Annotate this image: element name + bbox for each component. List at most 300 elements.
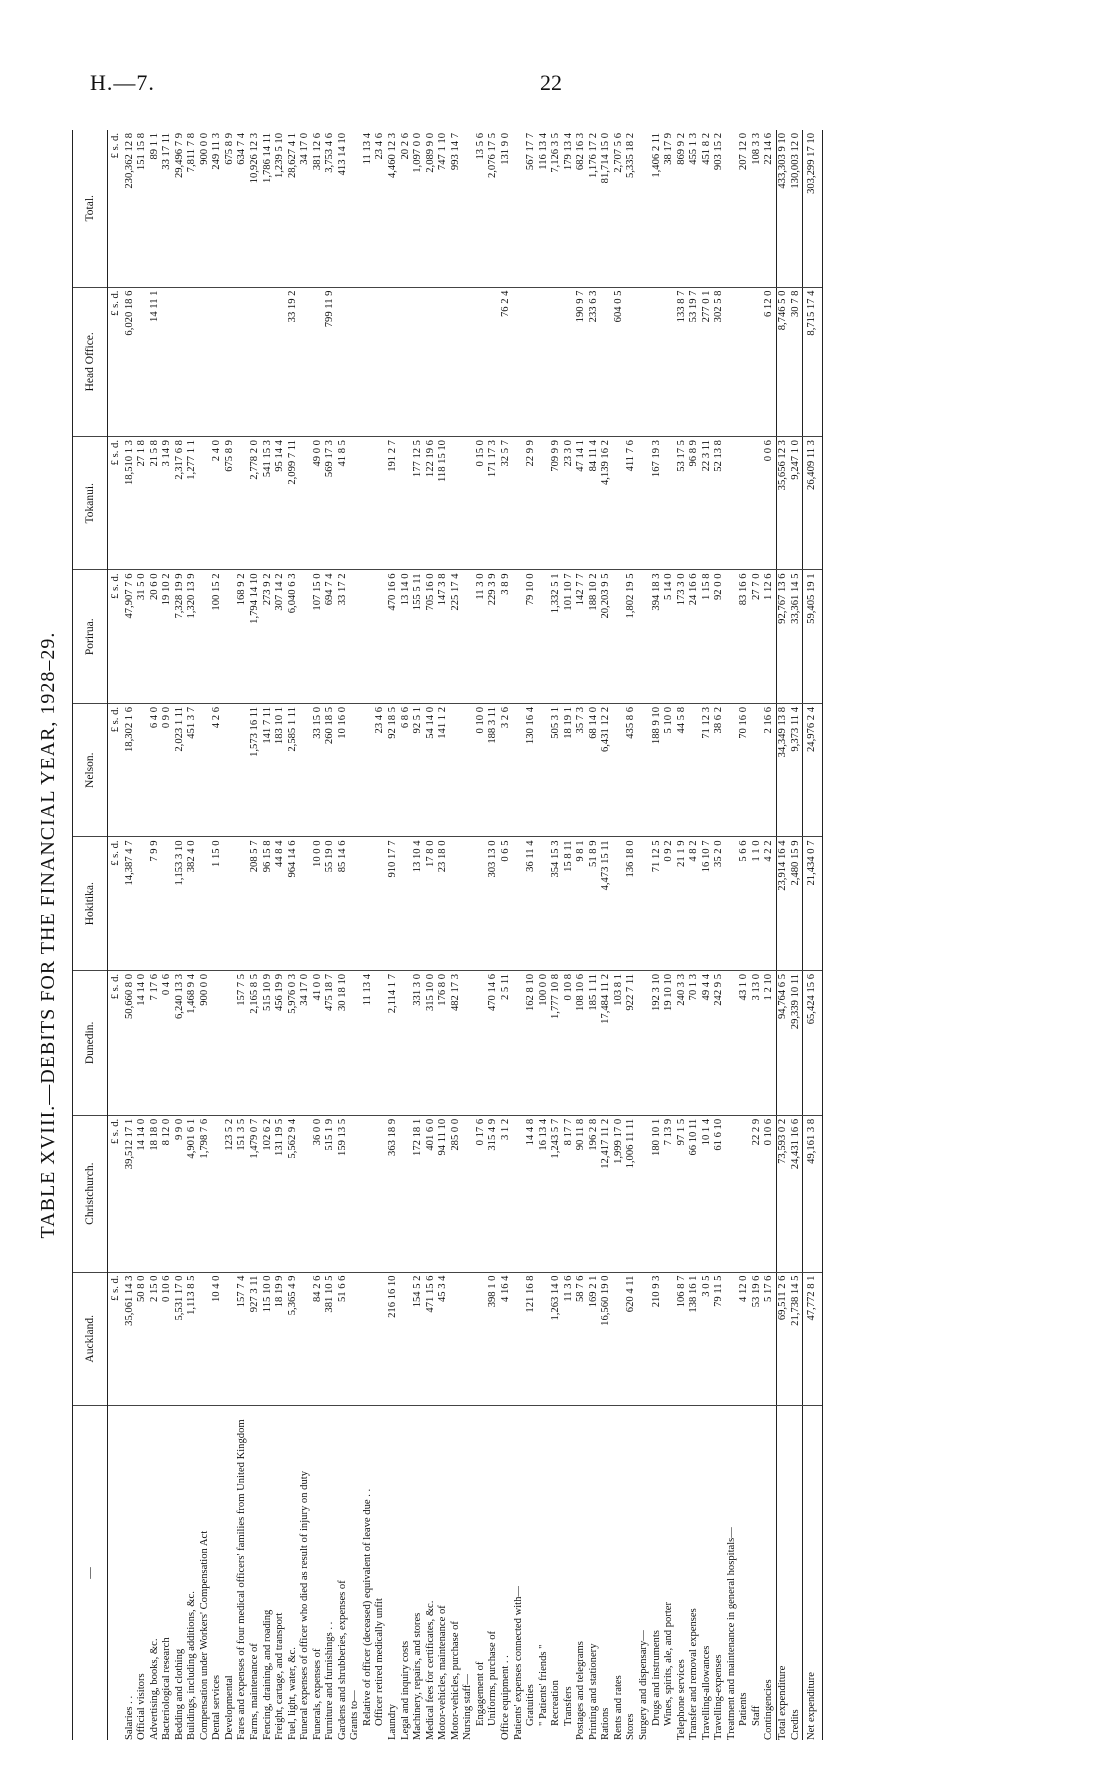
cell-value xyxy=(726,837,739,970)
header-column: Nelson. xyxy=(73,703,108,836)
cell-value xyxy=(262,287,275,436)
cell-value xyxy=(651,287,664,436)
cell-value xyxy=(349,437,362,570)
cell-value: 470 14 6 xyxy=(487,970,500,1115)
cell-value: 4 2 6 xyxy=(211,703,224,836)
cell-value: 19 10 2 xyxy=(161,570,174,703)
table-row xyxy=(538,130,551,1740)
cell-value: 273 9 2 xyxy=(262,570,275,703)
cell-value xyxy=(374,570,387,703)
cell-value xyxy=(638,837,651,970)
table-row xyxy=(588,130,601,1740)
cell-value xyxy=(236,437,249,570)
cell-value: 307 14 2 xyxy=(274,570,287,703)
cell-value: 411 7 6 xyxy=(625,437,638,570)
cell-value xyxy=(224,287,237,436)
cell-value xyxy=(613,1272,626,1405)
cell-value: 13 10 4 xyxy=(412,837,425,970)
cell-value xyxy=(726,970,739,1115)
cell-value: 2,099 7 11 xyxy=(287,437,300,570)
row-label: Laundry xyxy=(387,1704,399,1740)
total-row xyxy=(776,130,789,1740)
cell-value: 2 16 6 xyxy=(763,703,776,836)
table-row xyxy=(174,130,187,1740)
cell-value: 1,006 11 11 xyxy=(625,1115,638,1272)
table-row xyxy=(613,130,626,1740)
cell-value xyxy=(412,287,425,436)
cell-value: 16 10 7 xyxy=(701,837,714,970)
cell-value xyxy=(462,1115,475,1272)
cell-value: 35,061 14 3 xyxy=(124,1272,137,1405)
cell-value: 482 17 3 xyxy=(450,970,463,1115)
cell-value: 33 17 11 xyxy=(161,130,174,287)
cell-value: £ s. d. xyxy=(108,703,124,836)
cell-value: 71 12 5 xyxy=(651,837,664,970)
cell-value xyxy=(513,970,526,1115)
cell-value: 1,097 0 0 xyxy=(412,130,425,287)
cell-value: 66 10 11 xyxy=(688,1115,701,1272)
cell-value: 33 17 2 xyxy=(337,570,350,703)
cell-value: 8,746 5 0 xyxy=(776,287,789,436)
cell-value xyxy=(299,1115,312,1272)
cell-value: 70 1 3 xyxy=(688,970,701,1115)
cell-value: 94,764 6 5 xyxy=(776,970,789,1115)
cell-value: 9 9 0 xyxy=(174,1115,187,1272)
cell-value: 115 10 0 xyxy=(262,1272,275,1405)
cell-value xyxy=(638,703,651,836)
cell-value: 10 0 0 xyxy=(312,837,325,970)
cell-value: 45 3 4 xyxy=(437,1272,450,1405)
table-row xyxy=(400,130,413,1740)
cell-value: 1 15 0 xyxy=(211,837,224,970)
cell-value: 29,496 7 9 xyxy=(174,130,187,287)
table-row xyxy=(299,130,312,1740)
cell-value: 4,473 15 11 xyxy=(600,837,613,970)
cell-value: 22 3 11 xyxy=(701,437,714,570)
cell-value xyxy=(199,1272,212,1405)
row-label: Drugs and instruments xyxy=(650,1630,662,1726)
cell-value: 41 8 5 xyxy=(337,437,350,570)
cell-value: 73,593 0 2 xyxy=(776,1115,789,1272)
cell-value: 2 4 0 xyxy=(211,437,224,570)
cell-value xyxy=(362,837,375,970)
cell-value xyxy=(161,837,174,970)
cell-value xyxy=(726,130,739,287)
cell-value xyxy=(136,837,149,970)
cell-value xyxy=(161,287,174,436)
cell-value: 162 8 10 xyxy=(525,970,538,1115)
cell-value: 50 8 0 xyxy=(136,1272,149,1405)
cell-value xyxy=(400,837,413,970)
cell-value xyxy=(538,703,551,836)
cell-value: 58 7 6 xyxy=(575,1272,588,1405)
cell-value: 22 14 6 xyxy=(763,130,776,287)
cell-value xyxy=(362,570,375,703)
cell-value: 79 10 0 xyxy=(525,570,538,703)
cell-value: 171 17 3 xyxy=(487,437,500,570)
table-row xyxy=(312,130,325,1740)
table-row xyxy=(161,130,174,1740)
cell-value: 51 8 9 xyxy=(588,837,601,970)
cell-value: 13 14 0 xyxy=(400,570,413,703)
cell-value: 47 14 1 xyxy=(575,437,588,570)
cell-value: 922 7 11 xyxy=(625,970,638,1115)
row-label: Postages and telegrams xyxy=(575,1641,587,1740)
cell-value xyxy=(738,437,751,570)
cell-value: 10 16 0 xyxy=(337,703,350,836)
cell-value: 927 3 11 xyxy=(249,1272,262,1405)
cell-value: 900 0 0 xyxy=(199,970,212,1115)
cell-value xyxy=(199,287,212,436)
table-row xyxy=(412,130,425,1740)
cell-value: 69,511 2 6 xyxy=(776,1272,789,1405)
cell-value: 121 16 8 xyxy=(525,1272,538,1405)
row-label: Transfer and removal expenses xyxy=(688,1608,700,1740)
cell-value: 176 8 0 xyxy=(437,970,450,1115)
cell-value xyxy=(199,570,212,703)
cell-value: £ s. d. xyxy=(108,970,124,1115)
cell-value: 1,999 17 0 xyxy=(613,1115,626,1272)
cell-value: 38 6 2 xyxy=(713,703,726,836)
debits-table xyxy=(72,130,823,1740)
cell-value xyxy=(513,130,526,287)
cell-value: 242 9 5 xyxy=(713,970,726,1115)
cell-value xyxy=(374,287,387,436)
cell-value: 59,405 19 1 xyxy=(803,570,823,703)
cell-value: 18,302 1 6 xyxy=(124,703,137,836)
cell-value xyxy=(751,703,764,836)
cell-value: 456 19 9 xyxy=(274,970,287,1115)
cell-value xyxy=(663,287,676,436)
row-label: Buildings, including additions, &c. xyxy=(186,1591,198,1740)
table-row xyxy=(487,130,500,1740)
cell-value: 177 12 5 xyxy=(412,437,425,570)
cell-value xyxy=(211,970,224,1115)
cell-value xyxy=(136,287,149,436)
cell-value xyxy=(374,1272,387,1405)
cell-value: 21 1 9 xyxy=(676,837,689,970)
unit-row xyxy=(108,130,124,1740)
cell-value: 21,738 14 5 xyxy=(790,1272,803,1405)
cell-value: 2 5 11 xyxy=(500,970,513,1115)
cell-value xyxy=(538,287,551,436)
cell-value: 71 12 3 xyxy=(701,703,714,836)
cell-value xyxy=(312,287,325,436)
cell-value xyxy=(613,703,626,836)
cell-value: 2,165 8 5 xyxy=(249,970,262,1115)
row-label: Gratuities xyxy=(525,1684,537,1726)
cell-value: 451 8 2 xyxy=(701,130,714,287)
table-row xyxy=(676,130,689,1740)
table-row xyxy=(236,130,249,1740)
cell-value: 8 12 0 xyxy=(161,1115,174,1272)
table-row xyxy=(751,130,764,1740)
cell-value xyxy=(638,130,651,287)
cell-value: 52 13 8 xyxy=(713,437,726,570)
cell-value: 79 11 5 xyxy=(713,1272,726,1405)
cell-value: 3 1 2 xyxy=(500,1115,513,1272)
cell-value: 3 8 9 xyxy=(500,570,513,703)
cell-value: 131 19 5 xyxy=(274,1115,287,1272)
cell-value: 620 4 11 xyxy=(625,1272,638,1405)
cell-value: 1,176 17 2 xyxy=(588,130,601,287)
cell-value: 5,531 17 0 xyxy=(174,1272,187,1405)
cell-value: 53 19 7 xyxy=(688,287,701,436)
cell-value: 21 5 8 xyxy=(149,437,162,570)
cell-value xyxy=(688,703,701,836)
cell-value xyxy=(362,437,375,570)
cell-value xyxy=(349,1115,362,1272)
cell-value: 10 1 4 xyxy=(701,1115,714,1272)
cell-value: 0 9 0 xyxy=(161,703,174,836)
cell-value: 154 5 2 xyxy=(412,1272,425,1405)
cell-value: 0 0 6 xyxy=(763,437,776,570)
row-label: Developmental xyxy=(223,1675,235,1740)
cell-value: 1,239 5 10 xyxy=(274,130,287,287)
cell-value: 7 9 9 xyxy=(149,837,162,970)
cell-value: 964 14 6 xyxy=(287,837,300,970)
cell-value: 53 19 6 xyxy=(751,1272,764,1405)
row-label: Motor-vehicles, maintenance of xyxy=(437,1605,449,1740)
cell-value: 2,480 15 9 xyxy=(790,837,803,970)
cell-value: 27 7 0 xyxy=(751,570,764,703)
cell-value: 51 6 6 xyxy=(337,1272,350,1405)
cell-value: 94 11 10 xyxy=(437,1115,450,1272)
cell-value: 36 11 4 xyxy=(525,837,538,970)
cell-value xyxy=(450,703,463,836)
cell-value: 6,040 6 3 xyxy=(287,570,300,703)
cell-value: 24,431 16 6 xyxy=(790,1115,803,1272)
cell-value: 1 15 8 xyxy=(701,570,714,703)
cell-value: 869 9 2 xyxy=(676,130,689,287)
cell-value: £ s. d. xyxy=(108,287,124,436)
credits-row xyxy=(790,130,803,1740)
cell-value: 23 4 6 xyxy=(374,703,387,836)
cell-value: 413 14 10 xyxy=(337,130,350,287)
cell-value: 6,240 13 3 xyxy=(174,970,187,1115)
cell-value: 49,161 3 8 xyxy=(803,1115,823,1272)
table-row xyxy=(462,130,475,1740)
cell-value xyxy=(236,287,249,436)
row-label: Freight, cartage, and transport xyxy=(274,1612,286,1740)
cell-value xyxy=(362,703,375,836)
cell-value: 24,976 2 4 xyxy=(803,703,823,836)
row-label: Grants to— xyxy=(349,1690,361,1740)
cell-value xyxy=(136,703,149,836)
cell-value: 28,627 4 1 xyxy=(287,130,300,287)
table-row xyxy=(600,130,613,1740)
cell-value: 240 3 3 xyxy=(676,970,689,1115)
cell-value: 515 1 9 xyxy=(324,1115,337,1272)
cell-value: 475 18 7 xyxy=(324,970,337,1115)
cell-value: 210 9 3 xyxy=(651,1272,664,1405)
cell-value: 382 4 0 xyxy=(186,837,199,970)
row-label: Farms, maintenance of xyxy=(249,1643,261,1740)
cell-value xyxy=(450,1272,463,1405)
cell-value: 141 7 11 xyxy=(262,703,275,836)
cell-value xyxy=(462,970,475,1115)
header-column: Auckland. xyxy=(73,1272,108,1405)
cell-value: 116 13 4 xyxy=(538,130,551,287)
cell-value: 9,373 11 4 xyxy=(790,703,803,836)
table-row xyxy=(387,130,400,1740)
row-label: Total expenditure xyxy=(776,1406,789,1741)
cell-value: 47,907 7 6 xyxy=(124,570,137,703)
table-row xyxy=(688,130,701,1740)
table-row xyxy=(625,130,638,1740)
table-title: TABLE XVIII.—DEBITS FOR THE FINANCIAL YEAR, 1928–29. xyxy=(37,631,59,1239)
cell-value: 435 8 6 xyxy=(625,703,638,836)
cell-value xyxy=(513,1272,526,1405)
cell-value: 4,139 16 2 xyxy=(600,437,613,570)
table-row xyxy=(199,130,212,1740)
cell-value: 44 8 4 xyxy=(274,837,287,970)
cell-value xyxy=(462,837,475,970)
cell-value: 100 15 2 xyxy=(211,570,224,703)
cell-value: 12,417 11 2 xyxy=(600,1115,613,1272)
cell-value: £ s. d. xyxy=(108,437,124,570)
cell-value: 11 3 0 xyxy=(475,570,488,703)
cell-value: 34 17 0 xyxy=(299,130,312,287)
cell-value xyxy=(513,437,526,570)
cell-value xyxy=(475,837,488,970)
cell-value: 157 7 4 xyxy=(236,1272,249,1405)
cell-value: 33 19 2 xyxy=(287,287,300,436)
row-label: Legal and inquiry costs xyxy=(399,1640,411,1740)
cell-value xyxy=(513,287,526,436)
cell-value xyxy=(726,1272,739,1405)
table-row xyxy=(437,130,450,1740)
cell-value xyxy=(625,287,638,436)
cell-value: 100 0 0 xyxy=(538,970,551,1115)
cell-value: 16 13 4 xyxy=(538,1115,551,1272)
cell-value: 1 2 10 xyxy=(763,970,776,1115)
cell-value: 55 19 0 xyxy=(324,837,337,970)
cell-value: 23 4 6 xyxy=(374,130,387,287)
cell-value: 35,656 12 3 xyxy=(776,437,789,570)
cell-value: 249 11 3 xyxy=(211,130,224,287)
row-label: Surgery and dispensary— xyxy=(637,1630,649,1740)
cell-value xyxy=(224,970,237,1115)
cell-value: 108 10 6 xyxy=(575,970,588,1115)
cell-value: 900 0 0 xyxy=(199,130,212,287)
cell-value xyxy=(513,1115,526,1272)
cell-value: 4,460 12 3 xyxy=(387,130,400,287)
row-label: Recreation xyxy=(550,1680,562,1726)
cell-value xyxy=(199,437,212,570)
cell-value: 14 4 8 xyxy=(525,1115,538,1272)
cell-value: 694 7 4 xyxy=(324,570,337,703)
cell-value: 207 12 0 xyxy=(738,130,751,287)
cell-value xyxy=(362,1272,375,1405)
cell-value: 39,512 17 1 xyxy=(124,1115,137,1272)
cell-value: 32 5 7 xyxy=(500,437,513,570)
cell-value: 147 3 8 xyxy=(437,570,450,703)
cell-value: 50,660 8 0 xyxy=(124,970,137,1115)
cell-value: 33,361 14 5 xyxy=(790,570,803,703)
table-row xyxy=(224,130,237,1740)
cell-value xyxy=(374,837,387,970)
cell-value: 96 15 8 xyxy=(262,837,275,970)
table-row xyxy=(274,130,287,1740)
cell-value xyxy=(174,287,187,436)
cell-value: 35 2 0 xyxy=(713,837,726,970)
cell-value: 1,468 9 4 xyxy=(186,970,199,1115)
cell-value xyxy=(462,287,475,436)
row-label: Bedding and clothing xyxy=(173,1648,185,1740)
cell-value: 11 3 6 xyxy=(563,1272,576,1405)
cell-value: 2,114 1 7 xyxy=(387,970,400,1115)
table-row xyxy=(738,130,751,1740)
cell-value xyxy=(751,287,764,436)
cell-value xyxy=(513,703,526,836)
cell-value: 27 1 8 xyxy=(136,437,149,570)
cell-value: 1,802 19 5 xyxy=(625,570,638,703)
cell-value xyxy=(751,437,764,570)
cell-value: 229 3 9 xyxy=(487,570,500,703)
cell-value: 3 13 0 xyxy=(751,970,764,1115)
cell-value: 29,339 10 11 xyxy=(790,970,803,1115)
cell-value: 131 9 0 xyxy=(500,130,513,287)
row-label: Fencing, draining, and roading xyxy=(261,1609,273,1740)
cell-value: 23 3 0 xyxy=(563,437,576,570)
table-row xyxy=(525,130,538,1740)
cell-value: 108 3 3 xyxy=(751,130,764,287)
cell-value: 17,484 11 2 xyxy=(600,970,613,1115)
cell-value: 0 10 0 xyxy=(475,703,488,836)
cell-value: 65,424 15 6 xyxy=(803,970,823,1115)
cell-value: 192 3 10 xyxy=(651,970,664,1115)
cell-value: 569 17 3 xyxy=(324,437,337,570)
cell-value: 1,798 7 6 xyxy=(199,1115,212,1272)
header-column: Hokitika. xyxy=(73,837,108,970)
cell-value: 331 3 0 xyxy=(412,970,425,1115)
cell-value xyxy=(475,970,488,1115)
cell-value: 4 2 2 xyxy=(763,837,776,970)
cell-value: 993 14 7 xyxy=(450,130,463,287)
row-label: Funeral expenses of officer who died as result of injury on duty xyxy=(299,1471,311,1740)
cell-value: 18,510 1 3 xyxy=(124,437,137,570)
cell-value: 95 14 4 xyxy=(274,437,287,570)
cell-value: 2,317 6 8 xyxy=(174,437,187,570)
cell-value: 96 8 9 xyxy=(688,437,701,570)
cell-value xyxy=(462,1272,475,1405)
cell-value: 1,406 2 11 xyxy=(651,130,664,287)
cell-value xyxy=(349,130,362,287)
cell-value: 18 19 9 xyxy=(274,1272,287,1405)
cell-value: 20 6 0 xyxy=(149,570,162,703)
cell-value xyxy=(299,437,312,570)
cell-value: 470 16 6 xyxy=(387,570,400,703)
cell-value: 155 5 11 xyxy=(412,570,425,703)
cell-value xyxy=(249,287,262,436)
cell-value: 1 1 0 xyxy=(751,837,764,970)
cell-value xyxy=(400,437,413,570)
cell-value: 2,778 2 0 xyxy=(249,437,262,570)
cell-value: 1,263 14 0 xyxy=(550,1272,563,1405)
cell-value: 7,811 7 8 xyxy=(186,130,199,287)
cell-value: 14 14 0 xyxy=(136,970,149,1115)
row-label: Uniforms, purchase of xyxy=(487,1630,499,1726)
table-body xyxy=(108,130,823,1740)
row-label: Travelling-allowances xyxy=(700,1645,712,1740)
cell-value: 10 4 0 xyxy=(211,1272,224,1405)
cell-value: 9 8 1 xyxy=(575,837,588,970)
cell-value: 0 10 6 xyxy=(763,1115,776,1272)
cell-value xyxy=(513,570,526,703)
cell-value: 151 3 5 xyxy=(236,1115,249,1272)
row-label: Official visitors xyxy=(136,1673,148,1740)
